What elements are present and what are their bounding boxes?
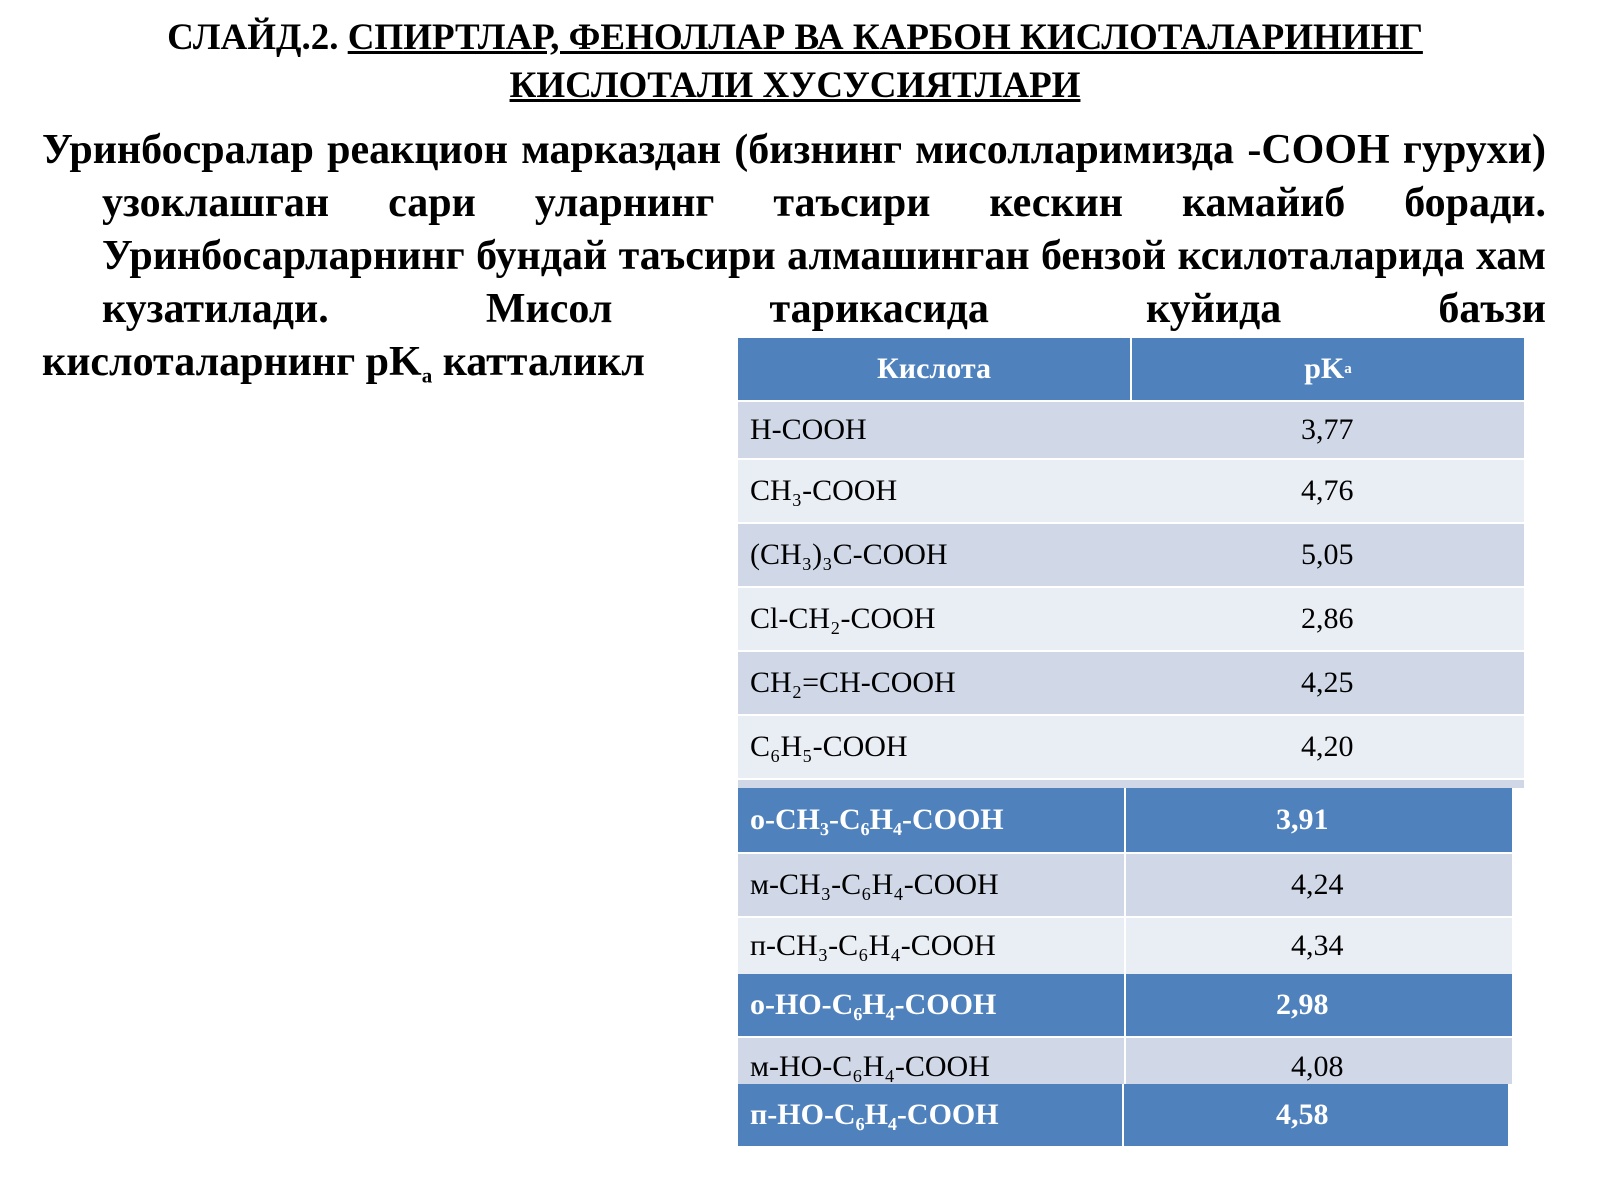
acid-cell: п-HO-C₆H₄-COOH (738, 1084, 1124, 1146)
slide-title-line-1 (40, 14, 1550, 62)
table-row (738, 524, 1524, 586)
pka-cell: 4,20 (1301, 730, 1354, 763)
pka-cell: 5,05 (1301, 538, 1354, 571)
table-row (738, 652, 1524, 714)
body-last-sub: a (421, 363, 433, 388)
slide-heading-line-1: СПИРТЛАР, ФЕНОЛЛАР ВА КАРБОН КИСЛОТАЛАРИНИНГ (347, 17, 1423, 58)
acid-cell: H-COOH (750, 413, 867, 446)
pka-cell: 2,98 (1276, 988, 1329, 1021)
header-acid: Кислота (738, 338, 1132, 400)
acid-cell: C₆H₅-COOH (750, 730, 908, 763)
body-paragraph-main: Уринбосралар реакцион марказдан (бизнинг мисолларимизда -COOH гурухи) узоклашган сари уларнинг таъсири кескин камайиб боради. Уринбосарларнинг бундай таъсири алмашинган бензой ксилоталарида хам кузатилади. Мисол тарикасида куйида баъзи (42, 127, 1546, 332)
acid-cell: CH₂=CH-COOH (750, 666, 956, 699)
table-row (738, 918, 1512, 974)
table-row-highlighted (738, 974, 1512, 1036)
table-row (738, 460, 1524, 522)
acid-cell: Cl-CH₂-COOH (750, 602, 936, 635)
table-header-row (738, 338, 1524, 400)
table-row-highlighted (738, 788, 1512, 852)
table-row-highlighted (738, 1084, 1508, 1146)
pka-cell: 4,76 (1301, 474, 1354, 507)
table-row (738, 716, 1524, 778)
acid-cell: м-CH₃-C₆H₄-COOH (738, 854, 1126, 916)
pka-cell: 3,77 (1301, 413, 1354, 446)
slide-heading-line-2: КИСЛОТАЛИ ХУСУСИЯТЛАРИ (509, 65, 1081, 106)
acid-cell: o-CH₃-C₆H₄-COOH (738, 788, 1126, 852)
pka-cell: 4,58 (1276, 1098, 1329, 1131)
slide-number: СЛАЙД.2. (167, 17, 339, 58)
pka-cell: 4,34 (1291, 929, 1344, 962)
acid-cell: п-CH₃-C₆H₄-COOH (738, 918, 1126, 974)
table-row (738, 588, 1524, 650)
table-row (738, 402, 1524, 458)
pka-cell: 4,25 (1301, 666, 1354, 699)
acid-cell: CH₃-COOH (750, 474, 898, 507)
table-row (738, 854, 1512, 916)
table-row-fragment (738, 780, 1524, 788)
slide-title-line-2 (40, 62, 1550, 110)
pka-cell: 4,24 (1291, 868, 1344, 901)
header-pka-label: pK (1304, 352, 1345, 385)
acid-cell: (CH₃)₃C-COOH (750, 538, 948, 571)
pka-cell: 3,91 (1276, 803, 1329, 836)
acid-cell: м-HO-C₆H₄-COOH (738, 1038, 1126, 1084)
pka-cell: 4,08 (1291, 1050, 1344, 1083)
slide-title (40, 14, 1550, 110)
body-last-prefix: кислоталарнинг pK (42, 339, 422, 385)
pka-cell: 2,86 (1301, 602, 1354, 635)
header-pka: pK a (1304, 352, 1352, 385)
body-last-suffix: катталикл (432, 339, 645, 385)
acid-cell: o-HO-C₆H₄-COOH (738, 974, 1126, 1036)
table-row (738, 1038, 1512, 1084)
